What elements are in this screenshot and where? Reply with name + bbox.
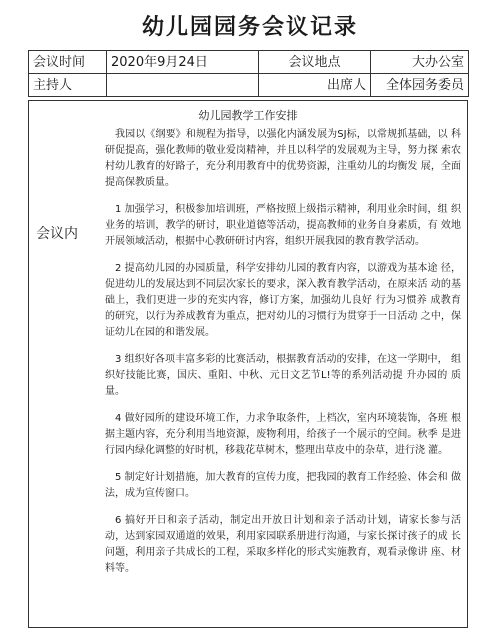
content-paragraph: 1 加强学习，积极参加培训班，严格按照上级指示精神，利用业余时间，组 织业务的培训，教学的研讨，职业道德等活动，提高教师的业务自身素质，有 效地开展领域活动，根据中心教研研讨内容，组织开展我园的教育教学活动。: [105, 204, 461, 247]
meeting-time-label: 会议时间: [29, 51, 107, 74]
content-paragraphs: [105, 127, 461, 588]
content-paragraph: 4 做好园所的建设环境工作，力求争取条件，上档次，室内环境装饰，各班 根据主题内容，充分利用当地资源，废物利用，给孩子一个展示的空间。秋季 是进行园内绿化调整的好时机，移栽花草树木，整理出草皮中的杂草，进行浇 灌。: [105, 413, 461, 456]
content-label: 会议内: [36, 226, 78, 242]
meeting-info-table: [28, 50, 469, 97]
meeting-place-value: 大办公室: [371, 51, 469, 74]
content-paragraph: 2 提高幼儿园的办园质量，科学安排幼儿园的教育内容，以游戏为基本途 径，促进幼儿的发展达到不同层次家长的要求，深入教育教学活动，在原来活 动的基础上，我们更进一步的充实内容，修订方案，加强幼儿良好 行为习惯养 成教育的研究，以行为养成教育为重点，把对幼儿的习惯行为贯穿于一日活动 之中，保证幼儿在园的和谐发展。: [105, 263, 461, 338]
meeting-place-label: 会议地点: [259, 51, 371, 74]
attendees-label: 出席人: [259, 74, 371, 97]
content-paragraph: 我园以《纲要》和规程为指导，以强化内涵发展为SJ标，以常规抓基础，以 科研促提高，强化教师的敬业爱岗精神，并且以科学的发展观为主导，努力探 索农村幼儿教育的好路子，充分利用教育中的优势资源，注重幼儿的均衡发 展，全面提高保教质量。: [105, 129, 461, 188]
meeting-time-value: 2020年9月24日: [107, 51, 259, 74]
meeting-info-row-1: [29, 51, 469, 74]
content-paragraph: 3 组织好各项丰富多彩的比赛活动，根据教育活动的安排，在这一学期中， 组织好技能比赛，国庆、重阳、中秋、元日文艺节L!等的系列活动提 升办园的 质量。: [105, 354, 461, 397]
meeting-info-row-2: [29, 74, 469, 97]
attendees-value: 全体园务委员: [371, 74, 469, 97]
content-paragraph: 5 制定好计划措施，加大教育的宣传力度，把我园的教育工作经验、体会和 做法，成为宣传窗口。: [105, 472, 461, 499]
host-label: 主持人: [29, 74, 107, 97]
content-paragraph: 6 搞好开日和亲子活动，制定出开放日计划和亲子活动计划，请家长参与活 动，达到家园双通道的效果，利用家园联系册进行沟通，与家长探讨孩子的成 长问题，利用亲子共成长的工程，采取多样化的形式实施教育，观看录像讲 座、材料等。: [105, 515, 461, 574]
page-title: 幼儿园园务会议记录: [141, 15, 358, 40]
section-title: 幼儿园教学工作安排: [198, 109, 298, 122]
host-value: [107, 74, 259, 97]
meeting-content-box: [28, 100, 468, 628]
